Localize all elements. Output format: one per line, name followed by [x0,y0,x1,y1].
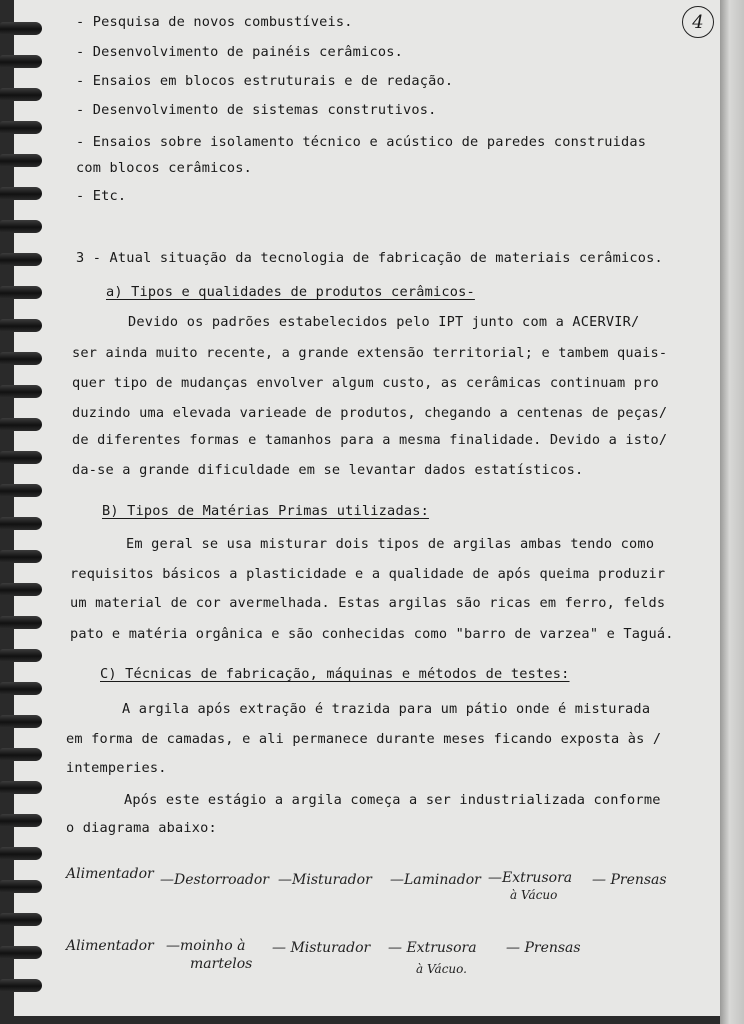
bullet-line: - Desenvolvimento de painéis cerâmicos. [76,44,403,60]
binding-coil [0,583,42,596]
bullet-line: - Ensaios sobre isolamento técnico e acústico de paredes construidas [76,134,647,150]
binding-coil [0,649,42,662]
diagram-step: — Prensas [592,872,667,888]
paragraph-line: de diferentes formas e tamanhos para a mesma finalidade. Devido a isto/ [72,432,668,448]
binding-coil [0,154,42,167]
paragraph-line: ser ainda muito recente, a grande extensão territorial; e tambem quais- [72,345,668,361]
paragraph-line: Em geral se usa misturar dois tipos de argilas ambas tendo como [126,536,655,552]
diagram-step: —Destorroador [160,872,269,888]
binding-coil [0,616,42,629]
bullet-line: - Ensaios em blocos estruturais e de redação. [76,73,454,89]
paragraph-line: um material de cor avermelhada. Estas argilas são ricas em ferro, felds [70,595,666,611]
binding-coil [0,715,42,728]
diagram-step-note: à Vácuo [510,888,558,902]
bullet-line: - Desenvolvimento de sistemas construtivos. [76,102,437,118]
diagram-step: —Misturador [278,872,372,888]
binding-coil [0,979,42,992]
binding-coil [0,319,42,332]
diagram-step: —moinho à [166,938,246,954]
binding-coil [0,121,42,134]
paragraph-line: em forma de camadas, e ali permanece durante meses ficando exposta às / [66,731,662,747]
binding-coil [0,220,42,233]
diagram-step: Alimentador [66,938,154,954]
document-page [14,0,720,1016]
diagram-step-note: martelos [190,956,253,972]
binding-coil [0,847,42,860]
binding-coil [0,451,42,464]
bullet-line: - Pesquisa de novos combustíveis. [76,14,353,30]
binding-coil [0,748,42,761]
binding-coil [0,913,42,926]
page-stack-edge [720,0,744,1024]
paragraph-line: duzindo uma elevada varieade de produtos, chegando a centenas de peças/ [72,405,668,421]
bullet-line: - Etc. [76,188,127,204]
binding-coil [0,22,42,35]
binding-coil [0,253,42,266]
spiral-binding [0,0,40,1024]
page-number: 4 [682,6,714,38]
binding-coil [0,418,42,431]
binding-coil [0,517,42,530]
section-title: 3 - Atual situação da tecnologia de fabricação de materiais cerâmicos. [76,250,663,266]
paragraph-line: Devido os padrões estabelecidos pelo IPT junto com a ACERVIR/ [128,314,640,330]
paragraph-line: quer tipo de mudanças envolver algum custo, as cerâmicas continuam pro [72,375,659,391]
bullet-line: com blocos cerâmicos. [76,160,253,176]
paragraph-line: Após este estágio a argila começa a ser industrializada conforme [124,792,661,808]
paragraph-line: o diagrama abaixo: [66,820,217,836]
diagram-step: —Extrusora [488,870,573,886]
binding-coil [0,55,42,68]
paragraph-line: da-se a grande dificuldade em se levantar dados estatísticos. [72,462,584,478]
binding-coil [0,682,42,695]
diagram-step: —Laminador [390,872,481,888]
binding-coil [0,286,42,299]
diagram-step: Alimentador [66,866,154,882]
diagram-step: — Misturador [272,940,371,956]
subsection-c-heading: C) Técnicas de fabricação, máquinas e métodos de testes: [100,666,570,682]
binding-coil [0,814,42,827]
binding-coil [0,781,42,794]
subsection-b-heading: B) Tipos de Matérias Primas utilizadas: [102,503,429,519]
paragraph-line: A argila após extração é trazida para um pátio onde é misturada [122,701,651,717]
binding-coil [0,88,42,101]
binding-coil [0,187,42,200]
binding-coil [0,946,42,959]
paragraph-line: requisitos básicos a plasticidade e a qualidade de após queima produzir [70,566,666,582]
binding-coil [0,352,42,365]
binding-coil [0,880,42,893]
paragraph-line: pato e matéria orgânica e são conhecidas como "barro de varzea" e Taguá. [70,626,674,642]
diagram-step-note: à Vácuo. [416,962,467,976]
binding-coil [0,550,42,563]
binding-coil [0,385,42,398]
diagram-step: — Prensas [506,940,581,956]
paragraph-line: intemperies. [66,760,167,776]
binding-coil [0,484,42,497]
diagram-step: — Extrusora [388,940,477,956]
subsection-a-heading: a) Tipos e qualidades de produtos cerâmicos- [106,284,475,300]
